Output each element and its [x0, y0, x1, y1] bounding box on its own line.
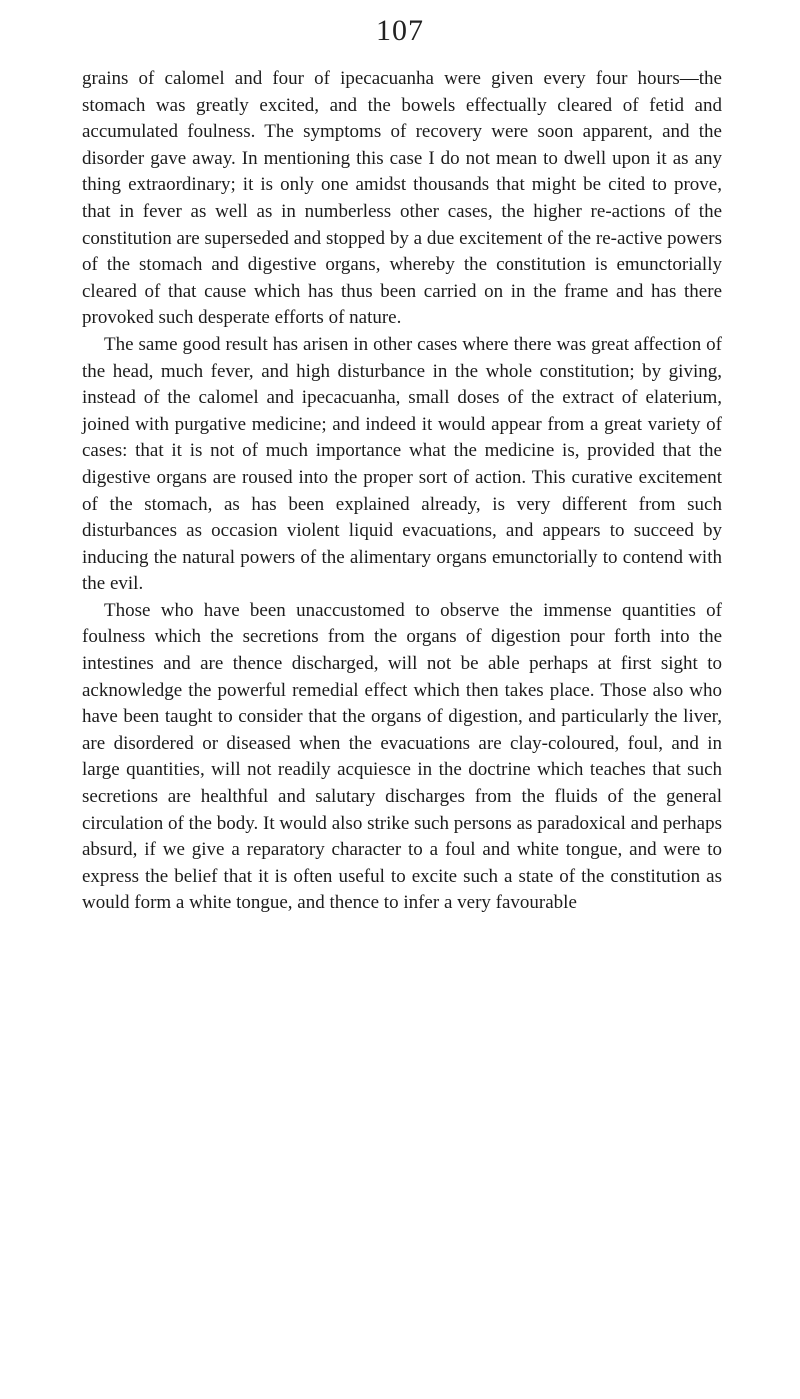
paragraph-3: Those who have been unaccustomed to observe the immense quantities of foulness which the secretions from the organs of digestion pour forth into the intestines and are thence discharged, will not be able perhaps at first sight to acknowledge the powerful remedial effect which then takes place. Those also who have been taught to consider that the organs of digestion, and particularly the liver, are disordered or diseased when the evacuations are clay-coloured, foul, and in large quantities, will not readily acquiesce in the doctrine which teaches that such secretions are healthful and salutary discharges from the fluids of the general circulation of the body. It would also strike such persons as paradoxical and perhaps absurd, if we give a reparatory character to a foul and white tongue, and were to express the belief that it is often useful to excite such a state of the constitution as would form a white tongue, and thence to infer a very favourable [82, 599, 722, 914]
page-number: 107 [376, 14, 424, 47]
paragraph-1: grains of calomel and four of ipecacuanha were given every four hours—the stomach was greatly excited, and the bowels effectually cleared of fetid and accumulated foulness. The symptoms of recovery were soon apparent, and the disorder gave away. In mentioning this case I do not mean to dwell upon it as any thing extraordinary; it is only one amidst thousands that might be cited to prove, that in fever as well as in numberless other cases, the higher re-actions of the constitution are superseded and stopped by a due excitement of the re-active powers of the stomach and digestive organs, whereby the constitution is emunctorially cleared of that cause which has thus been carried on in the frame and has there provoked such desperate efforts of nature. [82, 68, 722, 329]
body-text [82, 66, 722, 917]
paragraph-2: The same good result has arisen in other cases where there was great affection of the head, much fever, and high disturbance in the whole constitution; by giving, instead of the calomel and ipecacuanha, small doses of the extract of elaterium, joined with purgative medicine; and indeed it would appear from a great variety of cases: that it is not of much importance what the medicine is, provided that the digestive organs are roused into the proper sort of action. This curative excitement of the stomach, as has been explained already, is very different from such disturbances as occasion violent liquid evacuations, and appears to succeed by inducing the natural powers of the alimentary organs emunctorially to contend with the evil. [82, 333, 722, 595]
